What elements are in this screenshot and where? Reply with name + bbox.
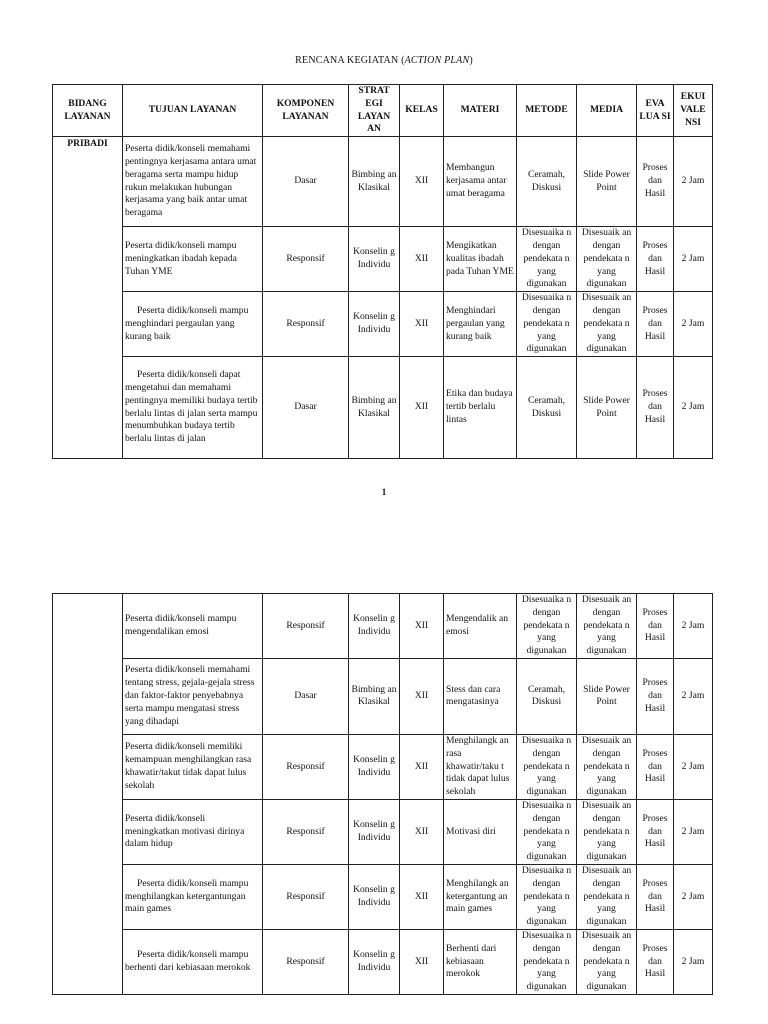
strategi-cell: Bimbing an Klasikal	[349, 137, 400, 227]
table-row	[53, 734, 713, 799]
ekuivalensi-cell: 2 Jam	[674, 227, 713, 292]
materi-cell: Menghilangk an ketergantung an main games	[444, 864, 517, 929]
table-row	[53, 137, 713, 227]
ekuivalensi-cell: 2 Jam	[674, 734, 713, 799]
media-cell: Disesuaik an dengan pendekata n yang digunakan	[577, 799, 637, 864]
header-kelas: KELAS	[400, 85, 444, 137]
materi-cell: Menghindari pergaulan yang kurang baik	[444, 292, 517, 357]
table-row	[53, 864, 713, 929]
tujuan-cell: Peserta didik/konseli mampu meningkatkan ibadah kepada Tuhan YME	[123, 227, 263, 292]
header-evaluasi: EVA LUA SI	[637, 85, 674, 137]
table-row	[53, 799, 713, 864]
kelas-cell: XII	[400, 137, 444, 227]
kelas-cell: XII	[400, 864, 444, 929]
evaluasi-cell: Proses dan Hasil	[637, 594, 674, 659]
bidang-layanan-cell: PRIBADI	[53, 137, 123, 459]
metode-cell: Disesuaika n dengan pendekata n yang digunakan	[517, 227, 577, 292]
strategi-cell: Bimbing an Klasikal	[349, 658, 400, 734]
media-cell: Slide Power Point	[577, 658, 637, 734]
tujuan-cell: Peserta didik/konseli memahami pentingnya kerjasama antara umat beragama serta mampu hidup rukun melakukan hubungan kerjasama yang baik antar umat beragama	[123, 137, 263, 227]
media-cell: Disesuaik an dengan pendekata n yang digunakan	[577, 929, 637, 994]
evaluasi-cell: Proses dan Hasil	[637, 799, 674, 864]
ekuivalensi-cell: 2 Jam	[674, 799, 713, 864]
komponen-cell: Responsif	[263, 864, 349, 929]
ekuivalensi-cell: 2 Jam	[674, 292, 713, 357]
tujuan-cell: Peserta didik/konseli mampu mengendalikan emosi	[123, 594, 263, 659]
evaluasi-cell: Proses dan Hasil	[637, 658, 674, 734]
komponen-cell: Responsif	[263, 734, 349, 799]
header-media: MEDIA	[577, 85, 637, 137]
metode-cell: Ceramah, Diskusi	[517, 658, 577, 734]
evaluasi-cell: Proses dan Hasil	[637, 292, 674, 357]
komponen-cell: Responsif	[263, 594, 349, 659]
table-header-row	[53, 85, 713, 137]
tujuan-cell: Peserta didik/konseli dapat mengetahui dan memahami pentingnya memiliki budaya tertib berlalu lintas di jalan serta mampu menumbuhkan budaya tertib berlalu lintas di jalan	[123, 357, 263, 459]
komponen-cell: Dasar	[263, 658, 349, 734]
ekuivalensi-cell: 2 Jam	[674, 658, 713, 734]
metode-cell: Ceramah, Diskusi	[517, 137, 577, 227]
materi-cell: Stess dan cara mengatasinya	[444, 658, 517, 734]
metode-cell: Disesuaika n dengan pendekata n yang digunakan	[517, 864, 577, 929]
header-strategi-layanan: STRAT EGI LAYAN AN	[349, 85, 400, 137]
metode-cell: Disesuaika n dengan pendekata n yang digunakan	[517, 594, 577, 659]
table-row	[53, 658, 713, 734]
kelas-cell: XII	[400, 227, 444, 292]
strategi-cell: Konselin g Individu	[349, 292, 400, 357]
strategi-cell: Konselin g Individu	[349, 929, 400, 994]
ekuivalensi-cell: 2 Jam	[674, 929, 713, 994]
tujuan-cell: Peserta didik/konseli mampu menghilangkan ketergantungan main games	[123, 864, 263, 929]
header-tujuan-layanan: TUJUAN LAYANAN	[123, 85, 263, 137]
ekuivalensi-cell: 2 Jam	[674, 137, 713, 227]
media-cell: Disesuaik an dengan pendekata n yang digunakan	[577, 227, 637, 292]
komponen-cell: Responsif	[263, 929, 349, 994]
metode-cell: Disesuaika n dengan pendekata n yang digunakan	[517, 292, 577, 357]
metode-cell: Disesuaika n dengan pendekata n yang digunakan	[517, 799, 577, 864]
action-plan-table-page-2	[52, 593, 713, 995]
media-cell: Disesuaik an dengan pendekata n yang digunakan	[577, 594, 637, 659]
table-row	[53, 929, 713, 994]
komponen-cell: Responsif	[263, 799, 349, 864]
ekuivalensi-cell: 2 Jam	[674, 357, 713, 459]
materi-cell: Motivasi diri	[444, 799, 517, 864]
kelas-cell: XII	[400, 292, 444, 357]
materi-cell: Menghilangk an rasa khawatir/taku t tidak dapat lulus sekolah	[444, 734, 517, 799]
strategi-cell: Konselin g Individu	[349, 799, 400, 864]
tujuan-cell: Peserta didik/konseli mampu berhenti dari kebiasaan merokok	[123, 929, 263, 994]
evaluasi-cell: Proses dan Hasil	[637, 137, 674, 227]
evaluasi-cell: Proses dan Hasil	[637, 227, 674, 292]
header-bidang-layanan: BIDANG LAYANAN	[53, 85, 123, 137]
bidang-layanan-continued-cell	[53, 594, 123, 995]
tujuan-cell: Peserta didik/konseli memahami tentang stress, gejala-gejala stress dan faktor-faktor penyebabnya serta mampu mengatasi stress yang dihadapi	[123, 658, 263, 734]
page-number: 1	[381, 487, 387, 497]
kelas-cell: XII	[400, 594, 444, 659]
table-row	[53, 594, 713, 659]
materi-cell: Etika dan budaya tertib berlalu lintas	[444, 357, 517, 459]
materi-cell: Membangun kerjasama antar umat beragama	[444, 137, 517, 227]
metode-cell: Disesuaika n dengan pendekata n yang digunakan	[517, 734, 577, 799]
header-ekuivalensi: EKUI VALE NSI	[674, 85, 713, 137]
ekuivalensi-cell: 2 Jam	[674, 594, 713, 659]
media-cell: Disesuaik an dengan pendekata n yang digunakan	[577, 734, 637, 799]
ekuivalensi-cell: 2 Jam	[674, 864, 713, 929]
table-row	[53, 357, 713, 459]
metode-cell: Ceramah, Diskusi	[517, 357, 577, 459]
tujuan-cell: Peserta didik/konseli meningkatkan motivasi dirinya dalam hidup	[123, 799, 263, 864]
kelas-cell: XII	[400, 357, 444, 459]
kelas-cell: XII	[400, 929, 444, 994]
tujuan-cell: Peserta didik/konseli mampu menghindari pergaulan yang kurang baik	[123, 292, 263, 357]
komponen-cell: Responsif	[263, 292, 349, 357]
media-cell: Disesuaik an dengan pendekata n yang digunakan	[577, 292, 637, 357]
tujuan-cell: Peserta didik/konseli memiliki kemampuan menghilangkan rasa khawatir/takut tidak dapat lulus sekolah	[123, 734, 263, 799]
evaluasi-cell: Proses dan Hasil	[637, 734, 674, 799]
strategi-cell: Konselin g Individu	[349, 864, 400, 929]
strategi-cell: Konselin g Individu	[349, 227, 400, 292]
metode-cell: Disesuaika n dengan pendekata n yang digunakan	[517, 929, 577, 994]
media-cell: Disesuaik an dengan pendekata n yang digunakan	[577, 864, 637, 929]
table-row	[53, 292, 713, 357]
evaluasi-cell: Proses dan Hasil	[637, 929, 674, 994]
header-materi: MATERI	[444, 85, 517, 137]
document-title: RENCANA KEGIATAN (ACTION PLAN)	[295, 55, 473, 66]
table-row	[53, 227, 713, 292]
header-komponen-layanan: KOMPONEN LAYANAN	[263, 85, 349, 137]
evaluasi-cell: Proses dan Hasil	[637, 357, 674, 459]
komponen-cell: Responsif	[263, 227, 349, 292]
strategi-cell: Konselin g Individu	[349, 594, 400, 659]
materi-cell: Mengendalik an emosi	[444, 594, 517, 659]
komponen-cell: Dasar	[263, 357, 349, 459]
action-plan-table-page-1	[52, 84, 713, 459]
materi-cell: Mengikatkan kualitas ibadah pada Tuhan YME	[444, 227, 517, 292]
header-metode: METODE	[517, 85, 577, 137]
materi-cell: Berhenti dari kebiasaan merokok	[444, 929, 517, 994]
kelas-cell: XII	[400, 799, 444, 864]
evaluasi-cell: Proses dan Hasil	[637, 864, 674, 929]
media-cell: Slide Power Point	[577, 357, 637, 459]
kelas-cell: XII	[400, 734, 444, 799]
strategi-cell: Konselin g Individu	[349, 734, 400, 799]
strategi-cell: Bimbing an Klasikal	[349, 357, 400, 459]
kelas-cell: XII	[400, 658, 444, 734]
komponen-cell: Dasar	[263, 137, 349, 227]
media-cell: Slide Power Point	[577, 137, 637, 227]
